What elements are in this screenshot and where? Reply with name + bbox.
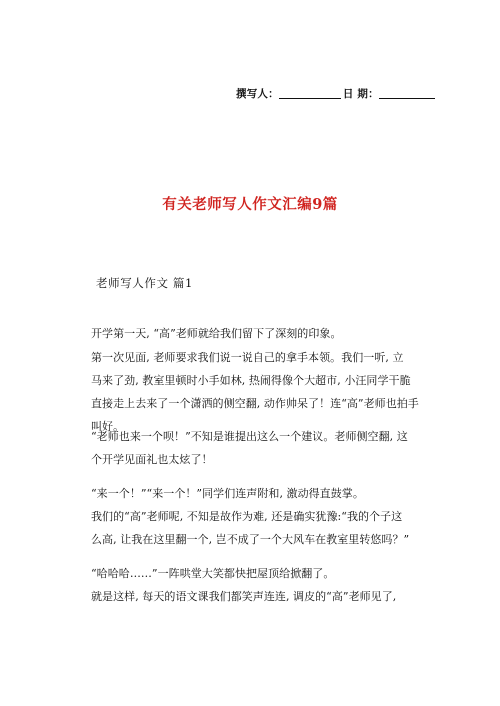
date-blank-line (379, 87, 435, 99)
paragraph-line: 就是这样, 每天的语文课我们都笑声连连, 调皮的“高”老师见了, (91, 590, 397, 603)
author-blank-line (279, 87, 341, 99)
section-title: 老师写人作文 篇1 (96, 276, 193, 290)
author-label: 撰写人： (236, 88, 279, 100)
paragraph-line: 么高, 让我在这里翻一个, 岂不成了一个大风车在教室里转悠吗？” (91, 533, 410, 546)
paragraph (88, 425, 428, 471)
paragraph-line: 开学第一天, “高”老师就给我们留下了深刻的印象。 (91, 327, 342, 340)
paragraph-line: 马来了劲, 教室里顿时小手如林, 热闹得像个大超市, 小汪同学干脆 (91, 374, 411, 387)
date-label: 日 期： (342, 88, 379, 100)
paragraph (88, 322, 428, 345)
paragraph (88, 482, 428, 505)
paragraph (88, 562, 428, 585)
paragraph-line: 我们的“高”老师呢, 不知是故作为难, 还是确实犹豫:“我的个子这 (91, 510, 403, 523)
paragraph (88, 585, 428, 608)
paragraph-line: 直接走上去来了一个潇洒的侧空翻, 动作帅呆了！连“高”老师也拍手 (91, 397, 419, 410)
paragraph-line: 第一次见面, 老师要求我们说一说自己的拿手本领。我们一听, 立 (91, 351, 404, 364)
paragraph-line: 叫好。 (91, 420, 125, 433)
paragraph (88, 505, 428, 551)
paragraph-line: 个开学见面礼也太炫了！ (91, 453, 213, 466)
paragraph-line: “老师也来一个呗！”不知是谁提出这么一个建议。老师侧空翻, 这 (91, 430, 408, 443)
paragraph-line: “来一个！”“来一个！”同学们连声附和, 激动得直鼓掌。 (91, 487, 364, 500)
author-date-header (236, 86, 437, 101)
paragraph-line: “哈哈哈……”一阵哄堂大笑都快把屋顶给掀翻了。 (91, 567, 335, 580)
document-title: 有关老师写人作文汇编9篇 (162, 196, 338, 213)
